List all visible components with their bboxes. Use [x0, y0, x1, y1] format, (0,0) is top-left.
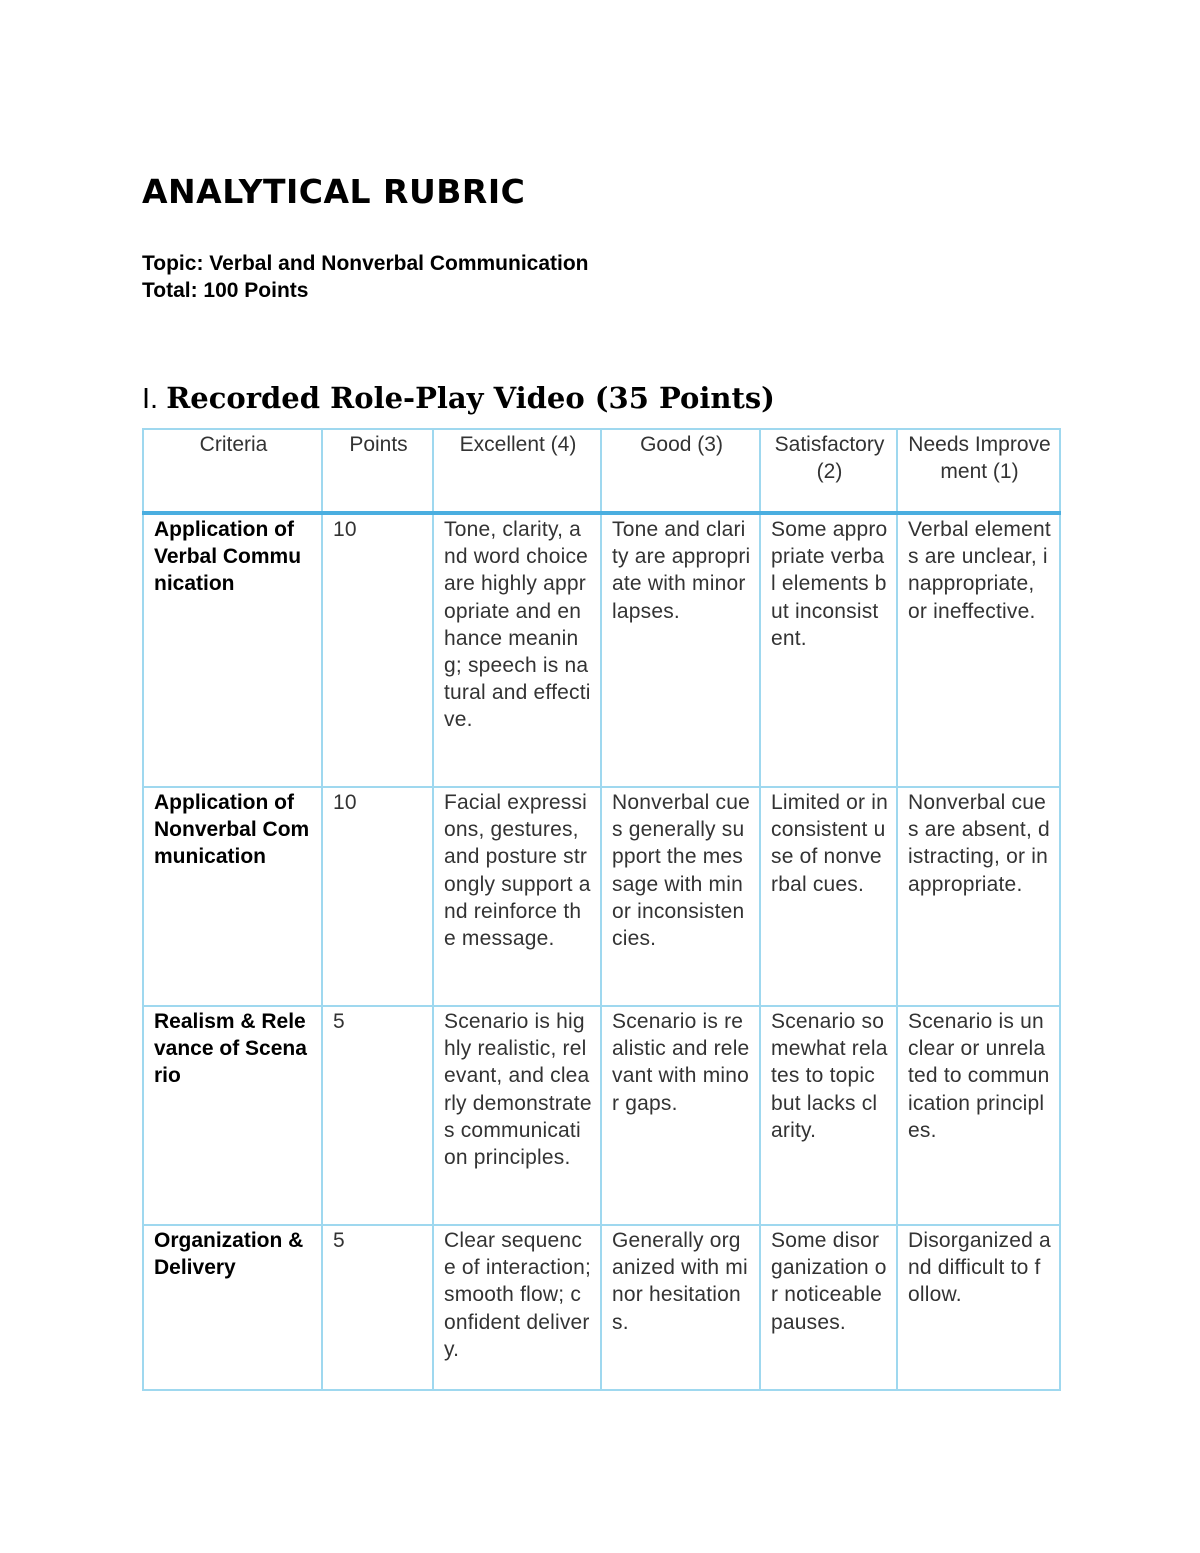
good-cell: Tone and clarity are appropriate with minor lapses. [601, 513, 760, 787]
excellent-cell: Facial expressions, gestures, and posture strongly support and reinforce the message. [433, 787, 601, 1006]
table-row [143, 1006, 1060, 1225]
points-cell: 10 [322, 787, 433, 1006]
points-cell: 5 [322, 1006, 433, 1225]
document-title: ANALYTICAL RUBRIC [142, 172, 526, 211]
table-row [143, 787, 1060, 1006]
section-heading [142, 380, 775, 417]
satisfactory-cell: Some appropriate verbal elements but inconsistent. [760, 513, 897, 787]
criteria-cell: Application of Verbal Communication [143, 513, 322, 787]
header-points: Points [322, 429, 433, 513]
needs-improvement-cell: Verbal elements are unclear, inappropriate, or ineffective. [897, 513, 1060, 787]
criteria-cell: Realism & Relevance of Scenario [143, 1006, 322, 1225]
section-title: Recorded Role-Play Video (35 Points) [166, 381, 775, 415]
needs-improvement-cell: Disorganized and difficult to follow. [897, 1225, 1060, 1390]
satisfactory-cell: Scenario somewhat relates to topic but lacks clarity. [760, 1006, 897, 1225]
criteria-cell: Application of Nonverbal Communication [143, 787, 322, 1006]
criteria-cell: Organization & Delivery [143, 1225, 322, 1390]
satisfactory-cell: Some disorganization or noticeable pauses. [760, 1225, 897, 1390]
topic-line: Topic: Verbal and Nonverbal Communication [142, 252, 589, 275]
header-satisfactory: Satisfactory (2) [760, 429, 897, 513]
excellent-cell: Scenario is highly realistic, relevant, and clearly demonstrates communication principles. [433, 1006, 601, 1225]
table-row [143, 1225, 1060, 1390]
document-meta [142, 250, 589, 304]
header-good: Good (3) [601, 429, 760, 513]
header-excellent: Excellent (4) [433, 429, 601, 513]
header-criteria: Criteria [143, 429, 322, 513]
total-points-line: Total: 100 Points [142, 279, 309, 302]
points-cell: 10 [322, 513, 433, 787]
header-needs-improvement: Needs Improvement (1) [897, 429, 1060, 513]
good-cell: Nonverbal cues generally support the message with minor inconsistencies. [601, 787, 760, 1006]
needs-improvement-cell: Scenario is unclear or unrelated to communication principles. [897, 1006, 1060, 1225]
good-cell: Generally organized with minor hesitations. [601, 1225, 760, 1390]
section-number: I. [142, 383, 159, 415]
points-cell: 5 [322, 1225, 433, 1390]
satisfactory-cell: Limited or inconsistent use of nonverbal cues. [760, 787, 897, 1006]
table-row [143, 513, 1060, 787]
good-cell: Scenario is realistic and relevant with minor gaps. [601, 1006, 760, 1225]
table-header-row [143, 429, 1060, 513]
excellent-cell: Tone, clarity, and word choice are highly appropriate and enhance meaning; speech is natural and effective. [433, 513, 601, 787]
rubric-table [142, 428, 1061, 1391]
needs-improvement-cell: Nonverbal cues are absent, distracting, or inappropriate. [897, 787, 1060, 1006]
excellent-cell: Clear sequence of interaction; smooth flow; confident delivery. [433, 1225, 601, 1390]
